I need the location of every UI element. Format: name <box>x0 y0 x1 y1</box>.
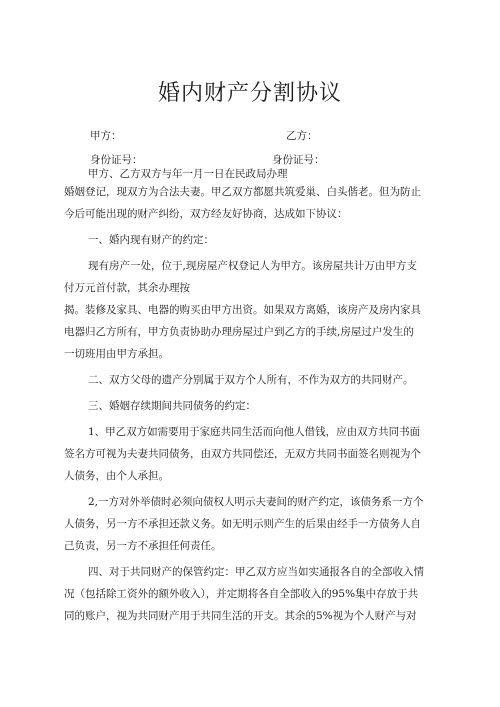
text-line: 一切班用由甲方承担。 <box>64 348 169 360</box>
text-line: 人债务，另一方不承担还款义务。如无明示则产生的后果由经手一方债务人自 <box>64 518 421 530</box>
party-a-label: 甲方： <box>90 130 122 142</box>
text-line: 电器归乙方所有，甲方负责协助办理房屋过户到乙方的手续,房屋过户发生的 <box>64 326 414 338</box>
text-line: 己负责，另一方不承担任何责任。 <box>64 540 222 552</box>
section-heading: 四、对于共同财产的保管约定：甲乙双方应当如实通报各自的全部收入情 <box>88 566 424 578</box>
section-heading: 三、婚姻存续期间共同债务的约定： <box>88 400 256 412</box>
text-line: 2,一方对外举债时必须向债权人明示夫妻间的财产约定，该债务系一方个 <box>88 496 424 508</box>
text-line: 签名方可视为夫妻共同债务，由双方共同偿还，无双方共同书面签名则视为个 <box>64 448 421 460</box>
id-a-label: 身份证号： <box>90 154 143 166</box>
text-line: 付万元首付款，其余办理按 <box>64 282 190 294</box>
section-heading: 二、双方父母的遗产分别属于双方个人所有，不作为双方的共同财产。 <box>88 374 414 386</box>
text-line: 揭。装修及家具、电器的购买由甲方出资。如果双方离婚，该房产及房内家具 <box>64 304 421 316</box>
text-line: 今后可能出现的财产纠纷，双方经友好协商，达成如下协议： <box>64 208 348 220</box>
agreement-body <box>64 163 438 627</box>
text-line: 况（包括除工资外的额外收入），并定期将各自全部收入的95%集中存放于共 <box>64 588 419 600</box>
text-line: 甲方、乙方双方与年一月一日在民政局办理 <box>88 168 288 180</box>
section-heading: 一、婚内现有财产的约定： <box>88 234 214 246</box>
text-line: 人债务，由个人承担。 <box>64 470 169 482</box>
text-line: 现有房产一处，位于,现房屋产权登记人为甲方。该房屋共计万由甲方支 <box>88 260 417 272</box>
document-title: 婚内财产分割协议 <box>157 81 342 106</box>
id-b-label: 身份证号： <box>272 154 325 166</box>
text-line: 同的账户，视为共同财产用于共同生活的开支。其余的5%视为个人财产与对 <box>64 610 417 622</box>
party-b-label: 乙方： <box>286 130 318 142</box>
text-line: 婚姻登记，现双方为合法夫妻。甲乙双方都愿共筑爱巢、白头偕老。但为防止 <box>64 186 421 198</box>
party-row <box>90 128 450 142</box>
text-line: 1、甲乙双方如需要用于家庭共同生活而向他人借钱，应由双方共同书面 <box>88 426 421 438</box>
